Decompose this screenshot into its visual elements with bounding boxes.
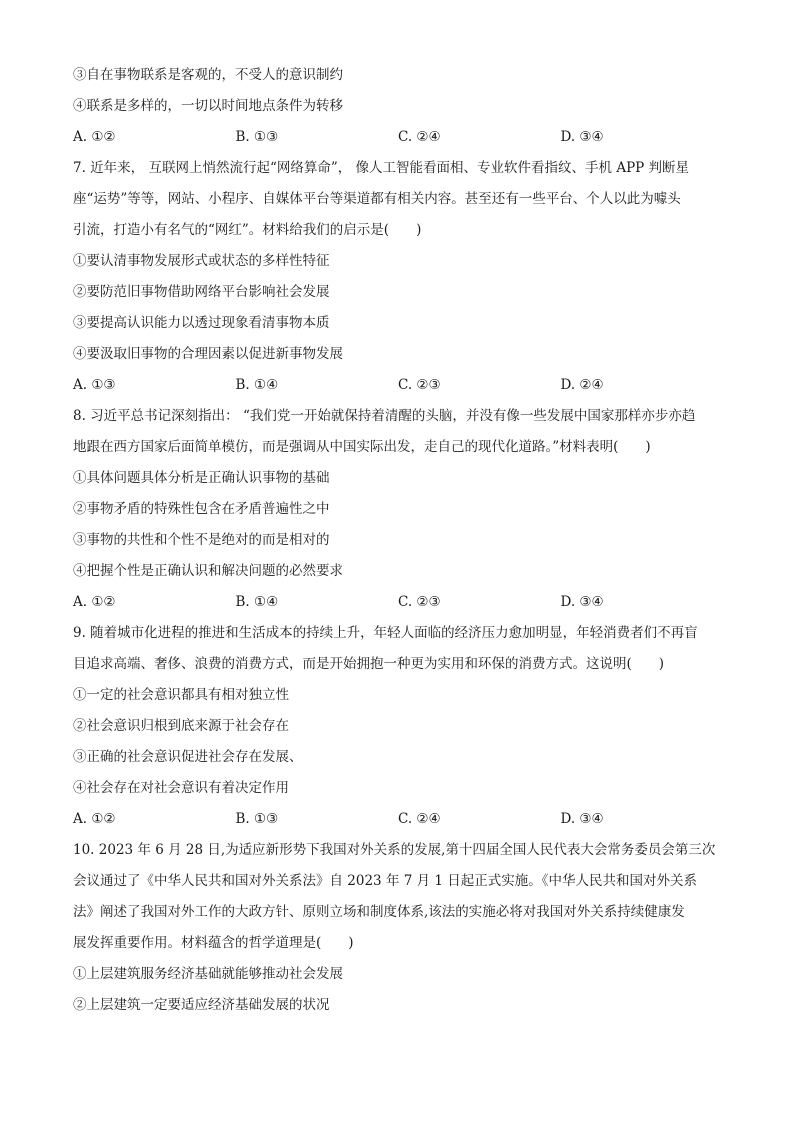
statement-1: ①一定的社会意识都具有相对独立性 bbox=[73, 687, 289, 703]
option-b: B. ①③ bbox=[235, 811, 279, 827]
statement-4: ④社会存在对社会意识有着决定作用 bbox=[73, 780, 289, 796]
option-a: A. ①② bbox=[73, 129, 116, 145]
question-text-line: 10. 2023 年 6 月 28 日,为适应新形势下我国对外关系的发展,第十四届全国人民代表大会常务委员会第三次 bbox=[73, 842, 716, 858]
question-8 bbox=[73, 401, 723, 618]
option-c: C. ②③ bbox=[398, 594, 441, 610]
answer-options bbox=[73, 122, 723, 153]
statement-2: ②上层建筑一定要适应经济基础发展的状况 bbox=[73, 997, 330, 1013]
statement-2: ②社会意识归根到底来源于社会存在 bbox=[73, 718, 289, 734]
option-d: D. ③④ bbox=[560, 129, 604, 145]
option-a: A. ①② bbox=[73, 811, 116, 827]
statement-4: ④要汲取旧事物的合理因素以促进新事物发展 bbox=[73, 346, 343, 362]
question-9 bbox=[73, 618, 723, 835]
option-c: C. ②④ bbox=[398, 129, 441, 145]
option-a: A. ①② bbox=[73, 594, 116, 610]
question-text-line: 地跟在西方国家后面简单模仿，而是强调从中国实际出发，走自己的现代化道路。”材料表明( ) bbox=[73, 439, 651, 455]
statement-2: ②要防范旧事物借助网络平台影响社会发展 bbox=[73, 284, 330, 300]
option-b: B. ①③ bbox=[235, 129, 279, 145]
statement-4: ④把握个性是正确认识和解决问题的必然要求 bbox=[73, 563, 343, 579]
answer-options bbox=[73, 370, 723, 401]
option-c: C. ②③ bbox=[398, 377, 441, 393]
answer-options bbox=[73, 587, 723, 618]
question-text-line: 8. 习近平总书记深刻指出： “我们党一开始就保持着清醒的头脑，并没有像一些发展中国家那样亦步亦趋 bbox=[73, 408, 696, 424]
option-a: A. ①③ bbox=[73, 377, 116, 393]
option-d: D. ②④ bbox=[560, 377, 604, 393]
statement-4: ④联系是多样的，一切以时间地点条件为转移 bbox=[73, 98, 343, 114]
exam-page bbox=[73, 60, 723, 1021]
answer-options bbox=[73, 804, 723, 835]
question-text-line: 7. 近年来， 互联网上悄然流行起“网络算命”， 像人工智能看面相、专业软件看指纹、手机 APP 判断星 bbox=[73, 160, 690, 176]
question-7 bbox=[73, 153, 723, 401]
option-d: D. ③④ bbox=[560, 594, 604, 610]
statement-2: ②事物矛盾的特殊性包含在矛盾普遍性之中 bbox=[73, 501, 330, 517]
question-text-line: 引流，打造小有名气的“网红”。材料给我们的启示是( ) bbox=[73, 222, 422, 238]
question-text-line: 9. 随着城市化进程的推进和生活成本的持续上升，年轻人面临的经济压力愈加明显，年轻消费者们不再盲 bbox=[73, 625, 698, 641]
question-text-line: 法》阐述了我国对外工作的大政方针、原则立场和制度体系,该法的实施必将对我国对外关系持续健康发 bbox=[73, 904, 685, 920]
statement-1: ①要认清事物发展形式或状态的多样性特征 bbox=[73, 253, 330, 269]
statement-3: ③事物的共性和个性不是绝对的而是相对的 bbox=[73, 532, 330, 548]
statement-1: ①具体问题具体分析是正确认识事物的基础 bbox=[73, 470, 330, 486]
statement-3: ③要提高认识能力以透过现象看清事物本质 bbox=[73, 315, 330, 331]
question-10 bbox=[73, 835, 723, 1021]
question-text-line: 目追求高端、奢侈、浪费的消费方式，而是开始拥抱一种更为实用和环保的消费方式。这说明( ) bbox=[73, 656, 665, 672]
question-text-line: 展发挥重要作用。材料蕴含的哲学道理是( ) bbox=[73, 935, 354, 951]
question-text-line: 座“运势”等等，网站、小程序、自媒体平台等渠道都有相关内容。甚至还有一些平台、个人以此为噱头 bbox=[73, 191, 681, 207]
option-c: C. ②④ bbox=[398, 811, 441, 827]
option-b: B. ①④ bbox=[235, 377, 279, 393]
option-d: D. ③④ bbox=[560, 811, 604, 827]
statement-1: ①上层建筑服务经济基础就能够推动社会发展 bbox=[73, 966, 343, 982]
statement-3: ③正确的社会意识促进社会存在发展、 bbox=[73, 749, 303, 765]
option-b: B. ①④ bbox=[235, 594, 279, 610]
statement-3: ③自在事物联系是客观的，不受人的意识制约 bbox=[73, 67, 343, 83]
question-text-line: 会议通过了《中华人民共和国对外关系法》自 2023 年 7 月 1 日起正式实施。《中华人民共和国对外关系 bbox=[73, 873, 698, 889]
